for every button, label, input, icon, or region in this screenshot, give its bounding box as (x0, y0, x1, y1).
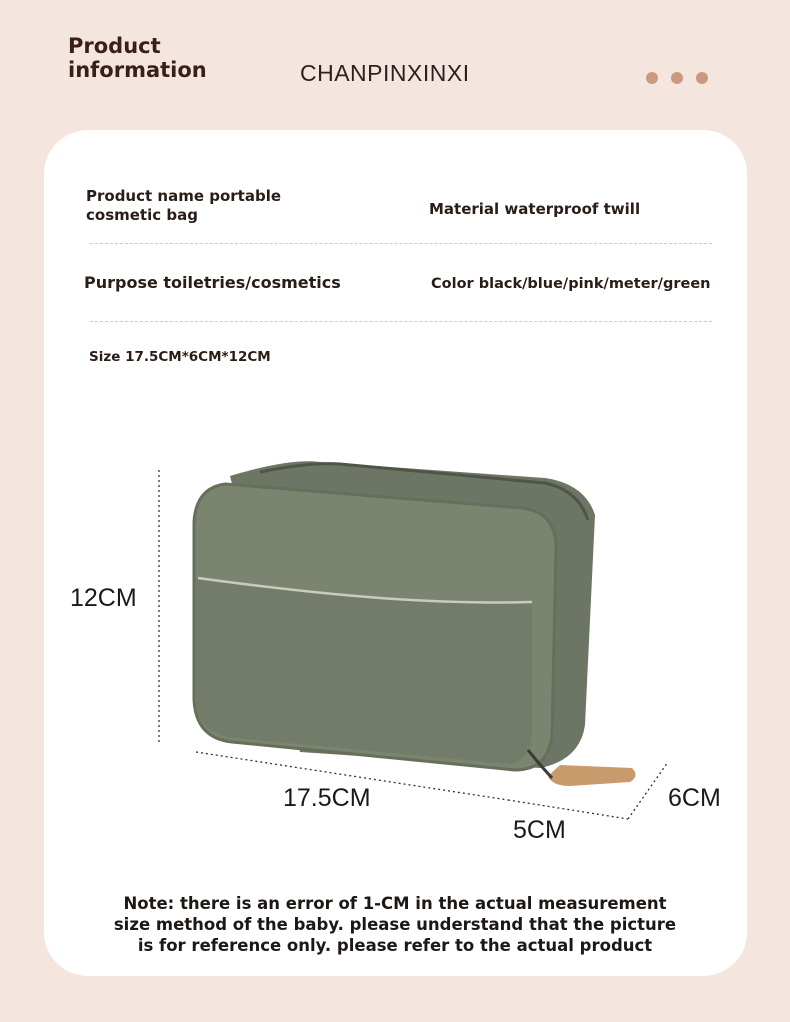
spec-product-name-line2: cosmetic bag (86, 206, 198, 224)
width-label: 17.5CM (283, 784, 371, 812)
title-line-2: information (68, 58, 207, 82)
spec-product-name-line1: Product name portable (86, 187, 282, 205)
zipper-label: 5CM (513, 816, 566, 844)
spec-color: Color black/blue/pink/meter/green (431, 276, 711, 292)
note-line-1: Note: there is an error of 1-CM in the actual measurement (123, 894, 667, 913)
note-line-3: is for reference only. please refer to the actual product (137, 936, 653, 955)
note-line-2: size method of the baby. please understand that the picture (113, 915, 677, 934)
depth-label: 6CM (668, 784, 721, 812)
spec-purpose: Purpose toiletries/cosmetics (84, 273, 341, 292)
page-subtitle: CHANPINXINXI (300, 60, 470, 86)
measurement-note (100, 893, 690, 956)
height-label: 12CM (70, 584, 137, 612)
title-line-1: Product (68, 34, 161, 58)
spec-material: Material waterproof twill (429, 200, 641, 218)
bag-pocket (196, 578, 532, 764)
zipper-pull-icon (548, 765, 636, 786)
spec-size: Size 17.5CM*6CM*12CM (89, 349, 271, 365)
